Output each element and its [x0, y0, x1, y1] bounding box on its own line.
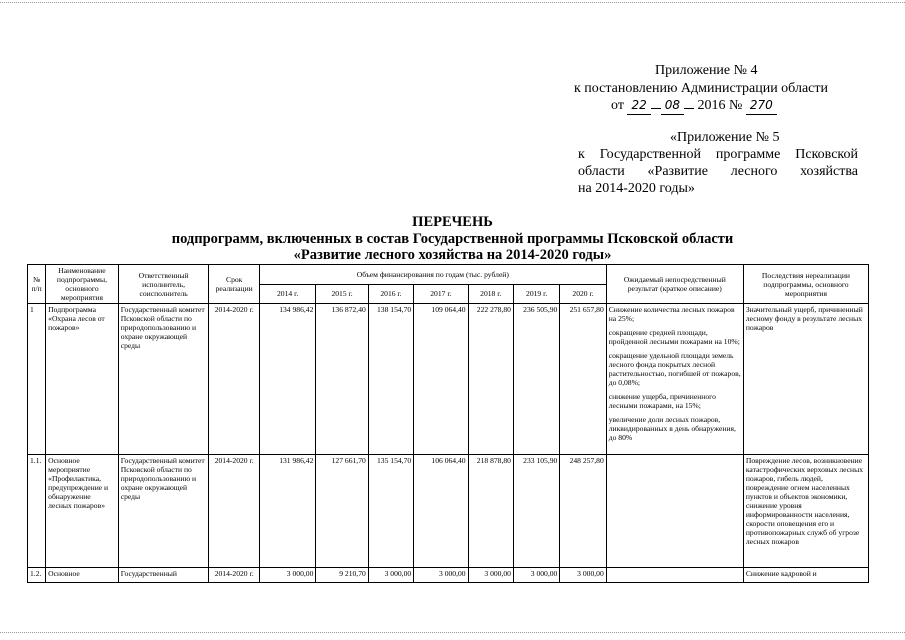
- row-name: Основное мероприятие «Профилактика, предупреждение и обнаружение лесных пожаров»: [46, 455, 119, 568]
- row-value: 3 000,00: [513, 568, 559, 583]
- row-name: Подпрограмма «Охрана лесов от пожаров»: [46, 304, 119, 455]
- row-value: 248 257,80: [560, 455, 606, 568]
- row-value: 138 154,70: [368, 304, 413, 455]
- row-value: 251 657,80: [560, 304, 606, 455]
- page-top-edge: [0, 2, 905, 3]
- row-period: 2014-2020 г.: [209, 455, 259, 568]
- row-value: 135 154,70: [368, 455, 413, 568]
- handwritten-number: 270: [746, 97, 777, 115]
- row-value: 233 105,90: [513, 455, 559, 568]
- date-prefix: от: [611, 98, 624, 113]
- result-item: увеличение доли лесных пожаров, ликвидированных в день обнаружения, до 80%: [608, 415, 736, 442]
- handwritten-month: 08: [661, 97, 684, 115]
- header-num: № п/п: [28, 265, 46, 304]
- row-name: Основное: [46, 568, 119, 583]
- appendix4-date-line: [611, 97, 777, 115]
- result-item: снижение ущерба, причиненного лесными пожарами, на 15%;: [608, 392, 716, 410]
- row-value: 3 000,00: [468, 568, 513, 583]
- row-value: 136 872,40: [316, 304, 368, 455]
- appendix5-line3: области «Развитие лесного хозяйства: [578, 164, 858, 179]
- row-value: 131 986,42: [259, 455, 315, 568]
- row-value: 127 661,70: [316, 455, 368, 568]
- header-consequence: Последствия нереализации подпрограммы, основного мероприятия: [743, 265, 868, 304]
- header-executor: Ответственный исполнитель, соисполнитель: [118, 265, 209, 304]
- row-value: 236 505,90: [513, 304, 559, 455]
- header-result: Ожидаемый непосредственный результат (краткое описание): [606, 265, 743, 304]
- document-subtitle: подпрограмм, включенных в состав Государственной программы Псковской области: [171, 231, 734, 247]
- row-consequence: Снижение кадровой и: [743, 568, 868, 583]
- table-header-row: [28, 265, 869, 285]
- row-value: 218 878,80: [468, 455, 513, 568]
- row-value: 3 000,00: [560, 568, 606, 583]
- table-row: [28, 455, 869, 568]
- row-value: 134 986,42: [259, 304, 315, 455]
- row-value: 109 064,40: [414, 304, 468, 455]
- appendix4-line2: к постановлению Администрации области: [574, 81, 828, 96]
- row-executor: Государственный: [118, 568, 209, 583]
- table-row: [28, 304, 869, 455]
- result-item: Снижение количества лесных пожаров на 25%;: [608, 305, 735, 323]
- row-num: 1.1.: [28, 455, 46, 568]
- row-results: [606, 304, 743, 455]
- row-consequence: Повреждение лесов, возникновение катастрофических верховых лесных пожаров, гибель людей, повреждение огнем населенных пунктов и объектов экономики, снижение уровня информированности населения, скорости оповещения его и противопожарных служб об угрозе лесных пожаров: [743, 455, 868, 568]
- number-sign: №: [729, 98, 743, 113]
- row-value: 3 000,00: [414, 568, 468, 583]
- header-year: 2015 г.: [316, 284, 368, 304]
- row-results: [606, 455, 743, 568]
- subprogram-table: [27, 264, 869, 583]
- result-item: сокращение средней площади, пройденной лесными пожарами на 10%;: [608, 328, 740, 346]
- header-name: Наименование подпрограммы, основного мероприятия: [46, 265, 119, 304]
- appendix5-line2: к Государственной программе Псковской: [578, 147, 858, 162]
- row-consequence: Значительный ущерб, причиненный лесному фонду в результате лесных пожаров: [743, 304, 868, 455]
- row-period: 2014-2020 г.: [209, 304, 259, 455]
- table-row: [28, 568, 869, 583]
- appendix5-block: [578, 129, 858, 197]
- header-year: 2014 г.: [259, 284, 315, 304]
- header-year: 2017 г.: [414, 284, 468, 304]
- header-year: 2020 г.: [560, 284, 606, 304]
- row-results: [606, 568, 743, 583]
- row-num: 1: [28, 304, 46, 455]
- document-program-name: «Развитие лесного хозяйства на 2014-2020 годы»: [293, 247, 612, 263]
- appendix4-line1: Приложение № 4: [655, 63, 758, 78]
- header-funding: Объем финансирования по годам (тыс. рублей): [259, 265, 606, 285]
- result-item: сокращение удельной площади земель лесного фонда покрытых лесной растительностью, погибшей от пожаров, до 0,08%;: [608, 351, 741, 387]
- header-year: 2019 г.: [513, 284, 559, 304]
- handwritten-day: 22: [627, 97, 650, 115]
- row-value: 9 210,70: [316, 568, 368, 583]
- header-year: 2018 г.: [468, 284, 513, 304]
- appendix5-line4: на 2014-2020 годы»: [578, 181, 695, 196]
- header-year: 2016 г.: [368, 284, 413, 304]
- row-num: 1.2.: [28, 568, 46, 583]
- page-bottom-edge: [0, 632, 905, 633]
- date-year: 2016: [697, 98, 726, 113]
- row-period: 2014-2020 г.: [209, 568, 259, 583]
- row-value: 222 278,80: [468, 304, 513, 455]
- header-period: Срок реализации: [209, 265, 259, 304]
- row-value: 106 064,40: [414, 455, 468, 568]
- row-value: 3 000,00: [259, 568, 315, 583]
- row-value: 3 000,00: [368, 568, 413, 583]
- appendix5-line1: «Приложение № 5: [670, 130, 780, 145]
- document-title: ПЕРЕЧЕНЬ: [412, 214, 493, 230]
- row-executor: Государственный комитет Псковской области по природопользованию и охране окружающей среды: [118, 304, 209, 455]
- row-executor: Государственный комитет Псковской области по природопользованию и охране окружающей среды: [118, 455, 209, 568]
